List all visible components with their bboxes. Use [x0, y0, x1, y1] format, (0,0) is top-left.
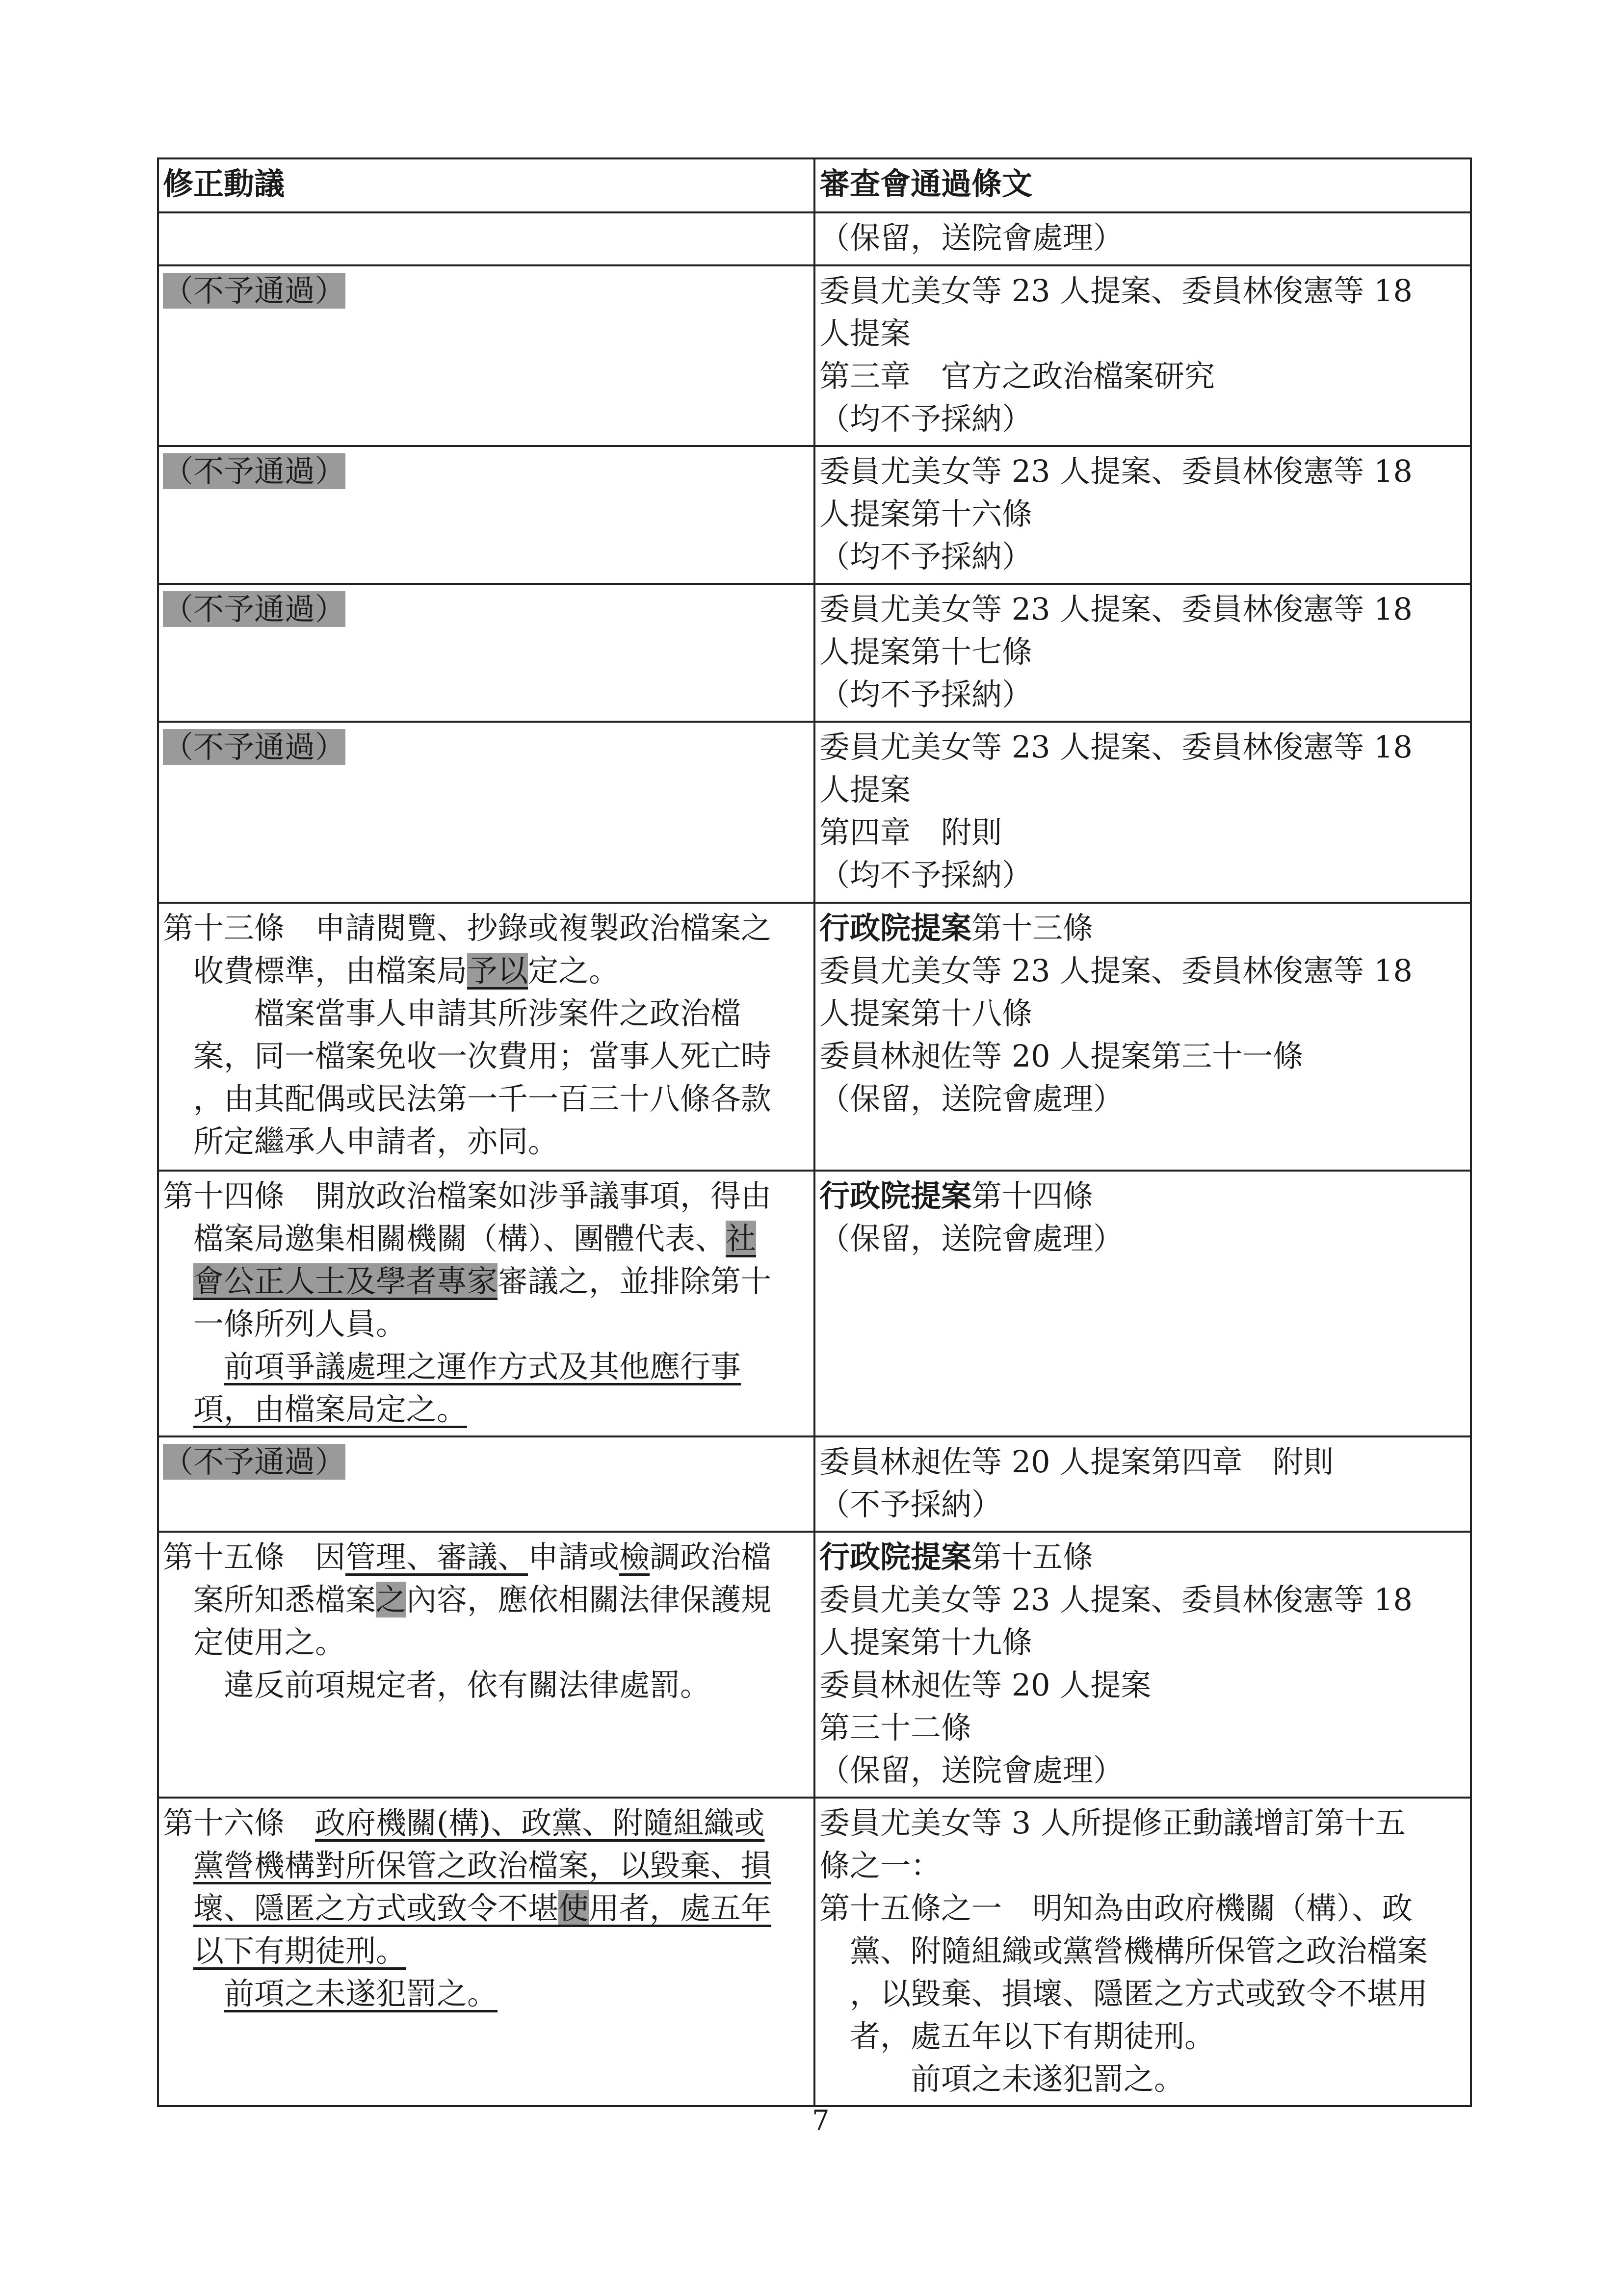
text-segment: 第十三條	[971, 910, 1094, 946]
text-line	[163, 907, 810, 949]
text-line	[163, 450, 810, 493]
text-segment: 檔案局邀集相關機關（構）、團體代表、	[163, 1221, 726, 1256]
text-segment: 一條所列人員。	[163, 1306, 407, 1342]
text-line	[819, 1664, 1466, 1706]
text-line	[819, 992, 1466, 1035]
text-line	[819, 312, 1466, 355]
text-line	[163, 1217, 810, 1260]
page-number: 7	[812, 2105, 830, 2137]
text-line	[819, 1483, 1466, 1526]
text-segment: 檔案當事人申請其所涉案件之政治檔	[163, 995, 741, 1031]
text-line	[819, 768, 1466, 811]
text-line	[819, 949, 1466, 992]
table-row	[158, 1436, 1471, 1532]
text-line	[819, 1972, 1466, 2015]
text-line	[163, 1303, 810, 1345]
amendment-cell	[158, 1798, 814, 2106]
text-segment: 委員尤美女等 23 人提案、委員林俊憲等 18	[819, 953, 1413, 989]
table-row	[158, 722, 1471, 903]
text-line	[819, 1440, 1466, 1483]
text-segment: 第十五條	[971, 1539, 1094, 1575]
highlighted-text: （不予通過）	[163, 1444, 346, 1480]
text-segment: 委員林昶佐等 20 人提案	[819, 1667, 1152, 1703]
table-row	[158, 265, 1471, 446]
highlighted-text: 社	[726, 1221, 757, 1256]
table-row	[158, 1171, 1471, 1436]
text-segment: 行政院提案	[819, 910, 972, 946]
table-row	[158, 903, 1471, 1171]
text-segment: 委員尤美女等 23 人提案、委員林俊憲等 18	[819, 273, 1413, 309]
table-row	[158, 446, 1471, 584]
text-segment	[163, 1976, 224, 2011]
text-line	[163, 1174, 810, 1217]
text-segment: 行政院提案	[819, 1539, 972, 1575]
text-segment: 條之一：	[819, 1848, 942, 1883]
highlighted-text: 予以	[467, 953, 528, 989]
amendment-cell	[158, 1532, 814, 1798]
highlighted-text: （不予通過）	[163, 591, 346, 627]
text-segment: 定使用之。	[163, 1624, 346, 1660]
text-line	[819, 1621, 1466, 1664]
table-row	[158, 584, 1471, 722]
text-segment: 委員尤美女等 23 人提案、委員林俊憲等 18	[819, 591, 1413, 627]
passed-text-cell	[814, 212, 1471, 265]
text-line	[819, 854, 1466, 896]
passed-text-cell	[814, 265, 1471, 446]
text-segment	[163, 1890, 193, 1926]
text-segment: （保留，送院會處理）	[819, 1081, 1124, 1117]
text-segment	[163, 1349, 224, 1384]
text-segment	[163, 1263, 193, 1299]
text-segment: 申請或	[528, 1539, 620, 1575]
text-line	[819, 2015, 1466, 2058]
text-segment: 委員尤美女等 23 人提案、委員林俊憲等 18	[819, 729, 1413, 765]
passed-text-cell	[814, 1171, 1471, 1436]
text-line	[163, 1536, 810, 1578]
passed-text-cell	[814, 1436, 1471, 1532]
underlined-text: 以下有期徒刑。	[193, 1933, 407, 1969]
text-line	[819, 630, 1466, 673]
text-line	[819, 726, 1466, 768]
text-line	[819, 1035, 1466, 1077]
text-segment: 委員林昶佐等 20 人提案第三十一條	[819, 1038, 1304, 1074]
passed-text-cell	[814, 446, 1471, 584]
underlined-text: 檢	[619, 1539, 650, 1575]
text-line	[819, 1930, 1466, 1972]
text-line	[819, 535, 1466, 578]
text-segment: 違反前項規定者，依有關法律處罰。	[163, 1667, 711, 1703]
text-segment: （均不予採納）	[819, 857, 1033, 893]
text-segment: 人提案第十八條	[819, 995, 1033, 1031]
text-line	[163, 1388, 810, 1431]
text-line	[163, 1801, 810, 1844]
text-line	[819, 673, 1466, 716]
text-line	[819, 1174, 1466, 1217]
highlighted-text: （不予通過）	[163, 729, 346, 765]
text-line	[163, 1035, 810, 1077]
text-line	[163, 1844, 810, 1887]
text-segment	[163, 1848, 193, 1883]
highlighted-text: 使	[558, 1890, 589, 1926]
amendment-cell	[158, 584, 814, 722]
text-segment: 案所知悉檔案	[163, 1582, 376, 1618]
text-segment: 行政院提案	[819, 1178, 972, 1214]
passed-text-cell	[814, 584, 1471, 722]
table-row	[158, 212, 1471, 265]
text-line	[819, 1217, 1466, 1260]
text-segment: 內容，應依相關法律保護規	[406, 1582, 772, 1618]
text-segment: 人提案第十九條	[819, 1624, 1033, 1660]
text-segment: （保留，送院會處理）	[819, 1221, 1124, 1256]
text-segment: ，由其配偶或民法第一千一百三十八條各款	[163, 1081, 772, 1117]
amendment-cell	[158, 1171, 814, 1436]
text-segment: 調政治檔	[650, 1539, 772, 1575]
text-line	[163, 588, 810, 630]
underlined-text: 管理、審議、	[345, 1539, 528, 1575]
text-segment: 第十五條之一 明知為由政府機關（構）、政	[819, 1890, 1413, 1926]
table-header-row	[158, 158, 1471, 212]
text-line	[819, 1077, 1466, 1120]
passed-text-cell	[814, 722, 1471, 903]
text-line	[163, 1578, 810, 1621]
text-segment: 黨、附隨組織或黨營機構所保管之政治檔案	[819, 1933, 1428, 1969]
text-line	[163, 1887, 810, 1930]
text-line	[819, 1749, 1466, 1792]
text-segment: 第十六條	[163, 1805, 315, 1841]
text-line	[819, 2058, 1466, 2100]
highlighted-text: （不予通過）	[163, 453, 346, 489]
text-line	[163, 949, 810, 992]
highlighted-text: 會公正人士及學者專家	[193, 1263, 498, 1299]
text-line	[819, 1536, 1466, 1578]
highlighted-text: 之	[376, 1582, 407, 1618]
underlined-text: 項，由檔案局定之。	[193, 1391, 468, 1427]
text-segment: 委員尤美女等 23 人提案、委員林俊憲等 18	[819, 453, 1413, 489]
text-segment: 收費標準，由檔案局	[163, 953, 468, 989]
text-segment: 第十五條 因	[163, 1539, 346, 1575]
text-line	[819, 216, 1466, 259]
text-segment: 第三十二條	[819, 1710, 972, 1746]
text-line	[819, 355, 1466, 397]
text-line	[163, 1972, 810, 2015]
text-line	[163, 1345, 810, 1388]
text-line	[163, 992, 810, 1035]
table-row	[158, 1798, 1471, 2106]
underlined-text: 政府機關(構)、政黨、附隨組織或	[315, 1805, 765, 1841]
comparison-table	[157, 157, 1472, 2107]
text-segment: 定之。	[528, 953, 620, 989]
text-segment: 第十四條 開放政治檔案如涉爭議事項，得由	[163, 1178, 772, 1214]
text-line	[819, 1578, 1466, 1621]
passed-text-cell	[814, 903, 1471, 1171]
header-amendment-motion: 修正動議	[158, 158, 814, 212]
text-segment: ，以毀棄、損壞、隱匿之方式或致令不堪用	[819, 1976, 1428, 2011]
text-segment: 委員尤美女等 23 人提案、委員林俊憲等 18	[819, 1582, 1413, 1618]
text-line	[163, 726, 810, 768]
amendment-cell	[158, 265, 814, 446]
text-line	[163, 1440, 810, 1483]
text-line	[819, 588, 1466, 630]
text-segment: 第三章 官方之政治檔案研究	[819, 358, 1215, 394]
text-segment: 人提案	[819, 315, 911, 351]
text-line	[163, 269, 810, 312]
text-line	[163, 1664, 810, 1706]
header-committee-passed-text: 審查會通過條文	[814, 158, 1471, 212]
underlined-text: 用者，處五年	[589, 1890, 772, 1926]
text-segment: 案，同一檔案免收一次費用；當事人死亡時	[163, 1038, 772, 1074]
text-line	[163, 1930, 810, 1972]
text-line	[819, 1706, 1466, 1749]
text-segment: （均不予採納）	[819, 677, 1033, 712]
table-row	[158, 1532, 1471, 1798]
text-line	[819, 1887, 1466, 1930]
amendment-cell	[158, 1436, 814, 1532]
text-line	[819, 907, 1466, 949]
text-segment: （保留，送院會處理）	[819, 1752, 1124, 1788]
text-line	[819, 1801, 1466, 1844]
text-segment: 前項之未遂犯罰之。	[819, 2061, 1185, 2097]
passed-text-cell	[814, 1798, 1471, 2106]
text-segment: 審議之，並排除第十	[498, 1263, 772, 1299]
text-segment: 第四章 附則	[819, 814, 1002, 850]
highlighted-text: （不予通過）	[163, 273, 346, 309]
amendment-cell	[158, 722, 814, 903]
underlined-text: 前項爭議處理之運作方式及其他應行事	[224, 1349, 741, 1384]
text-segment: 人提案第十六條	[819, 496, 1033, 532]
text-line	[163, 1077, 810, 1120]
underlined-text: 黨營機構對所保管之政治檔案，以毀棄、損	[193, 1848, 772, 1883]
underlined-text: 壞、隱匿之方式或致令不堪	[193, 1890, 559, 1926]
text-line	[163, 1260, 810, 1303]
text-segment: （均不予採納）	[819, 539, 1033, 574]
amendment-cell	[158, 903, 814, 1171]
text-segment: （不予採納）	[819, 1487, 1002, 1522]
text-segment: （保留，送院會處理）	[819, 220, 1124, 256]
text-line	[819, 811, 1466, 854]
text-segment: 所定繼承人申請者，亦同。	[163, 1123, 559, 1159]
text-line	[819, 1844, 1466, 1887]
text-line	[163, 1621, 810, 1664]
text-segment: 者，處五年以下有期徒刑。	[819, 2018, 1215, 2054]
text-segment: （均不予採納）	[819, 401, 1033, 437]
amendment-cell	[158, 212, 814, 265]
text-segment: 委員林昶佐等 20 人提案第四章 附則	[819, 1444, 1334, 1480]
text-line	[819, 397, 1466, 440]
text-segment: 人提案	[819, 772, 911, 808]
text-segment: 第十三條 申請閱覽、抄錄或複製政治檔案之	[163, 910, 772, 946]
text-line	[819, 493, 1466, 535]
text-segment	[163, 1933, 193, 1969]
passed-text-cell	[814, 1532, 1471, 1798]
text-segment	[163, 1391, 193, 1427]
text-line	[819, 450, 1466, 493]
underlined-text: 前項之未遂犯罰之。	[224, 1976, 498, 2011]
text-segment: 第十四條	[971, 1178, 1094, 1214]
text-line	[819, 269, 1466, 312]
amendment-cell	[158, 446, 814, 584]
text-segment: 人提案第十七條	[819, 634, 1033, 670]
text-segment: 委員尤美女等 3 人所提修正動議增訂第十五	[819, 1805, 1406, 1841]
text-line	[163, 1120, 810, 1163]
